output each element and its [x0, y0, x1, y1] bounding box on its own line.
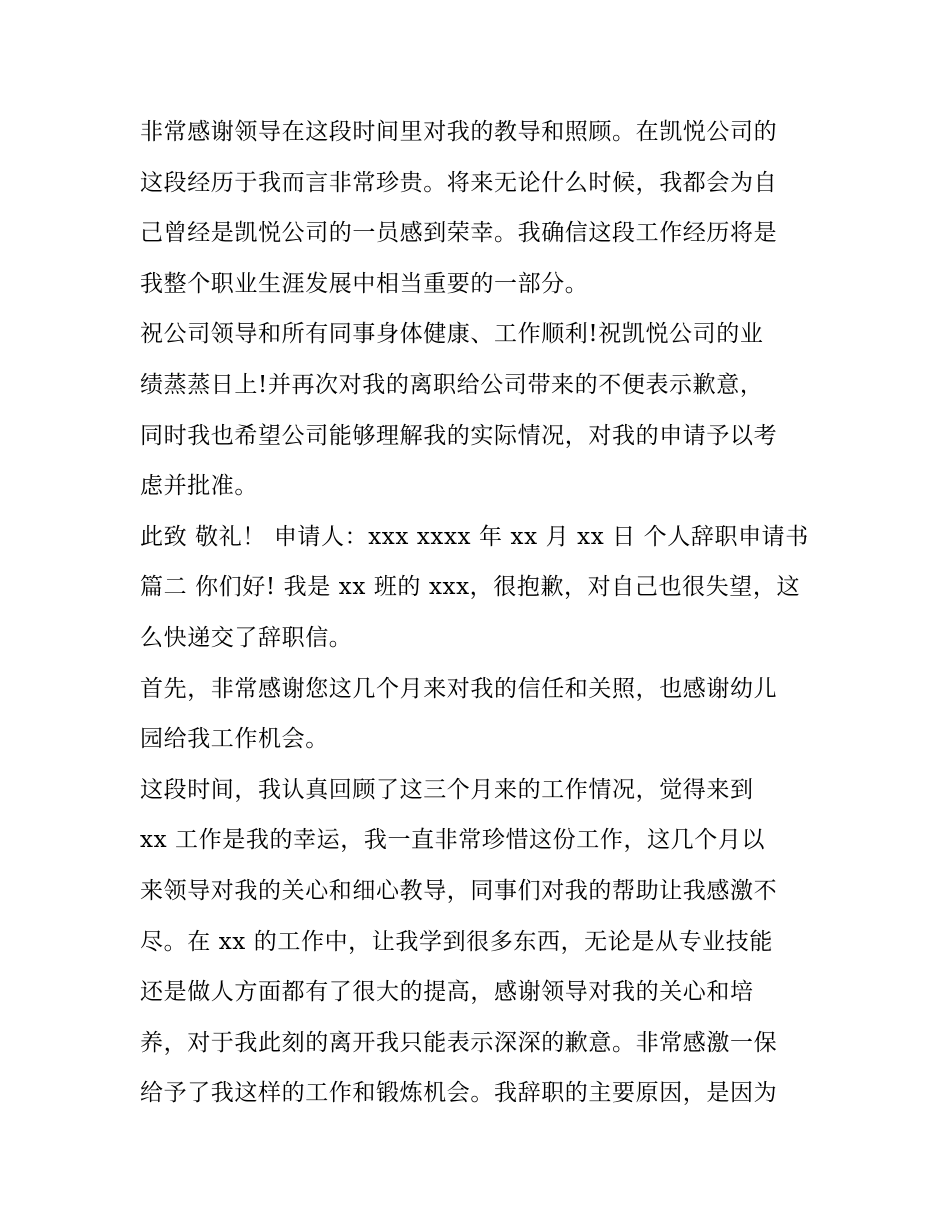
text-line: 么快递交了辞职信。	[140, 624, 353, 651]
text-line: 绩蒸蒸日上!并再次对我的离职给公司带来的不便表示歉意，	[140, 371, 764, 398]
text-line: 园给我工作机会。	[140, 726, 329, 753]
text-line: 同时我也希望公司能够理解我的实际情况，对我的申请予以考	[140, 422, 778, 449]
text-line: 给予了我这样的工作和锻炼机会。我辞职的主要原因，是因为	[140, 1080, 778, 1107]
text-line: 非常感谢领导在这段时间里对我的教导和照顾。在凯悦公司的	[140, 119, 778, 145]
text-line: 这段经历于我而言非常珍贵。将来无论什么时候，我都会为自	[140, 169, 778, 196]
text-line: 首先，非常感谢您这几个月来对我的信任和关照，也感谢幼儿	[140, 675, 778, 702]
text-line: 己曾经是凯悦公司的一员感到荣幸。我确信这段工作经历将是	[140, 220, 778, 247]
text-line: 篇二 你们好! 我是 xx 班的 xxx，很抱歉，对自己也很失望，这	[140, 574, 801, 601]
text-line: 尽。在 xx 的工作中，让我学到很多东西，无论是从专业技能	[140, 928, 773, 955]
text-line: 养，对于我此刻的离开我只能表示深深的歉意。非常感激一保	[140, 1029, 778, 1056]
text-line: 祝公司领导和所有同事身体健康、工作顺利!祝凯悦公司的业	[140, 321, 764, 348]
text-line: 来领导对我的关心和细心教导，同事们对我的帮助让我感激不	[140, 877, 778, 904]
text-line: 我整个职业生涯发展中相当重要的一部分。	[140, 270, 589, 297]
document-body	[140, 107, 820, 1119]
text-line: xx 工作是我的幸运，我一直非常珍惜这份工作，这几个月以	[140, 827, 766, 854]
text-line: 此致 敬礼！ 申请人：xxx xxxx 年 xx 月 xx 日 个人辞职申请书	[140, 523, 809, 550]
text-line: 虑并批准。	[140, 473, 258, 500]
text-line: 还是做人方面都有了很大的提高，感谢领导对我的关心和培	[140, 979, 754, 1006]
text-line: 这段时间，我认真回顾了这三个月来的工作情况，觉得来到	[140, 776, 754, 803]
